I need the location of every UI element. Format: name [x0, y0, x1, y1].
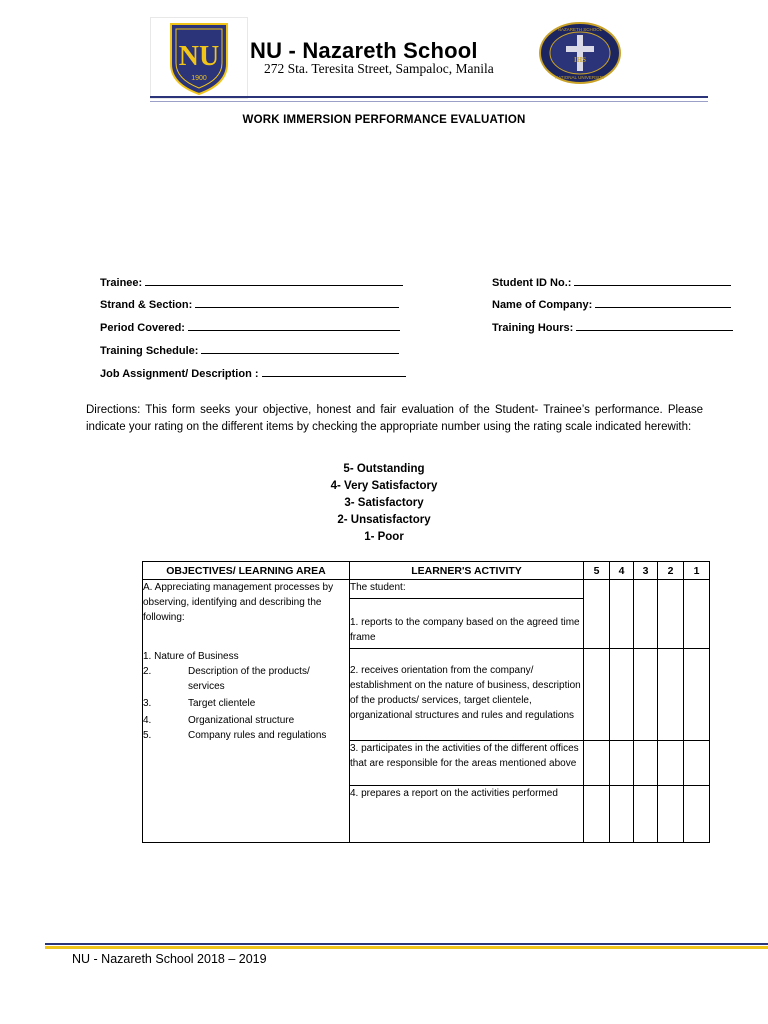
job-assignment-line[interactable]	[262, 366, 406, 377]
student-id-line[interactable]	[574, 275, 731, 286]
training-schedule-label: Training Schedule:	[100, 345, 199, 357]
rating-checkbox[interactable]	[634, 580, 658, 649]
objective-intro: A. Appreciating management processes by observing, identifying and describing the following:	[143, 582, 334, 623]
period-covered-label: Period Covered:	[100, 322, 185, 334]
footer-rule-gold	[45, 946, 768, 949]
rating-header-2: 2	[658, 562, 684, 580]
activity-cell: 2. receives orientation from the company/ establishment on the nature of business, description of the products/ services, target clientele, organizational structures and rules and regulations	[350, 649, 584, 741]
objective-item: 3. Target clientele	[143, 698, 256, 709]
training-schedule-line[interactable]	[201, 343, 399, 354]
trainee-line[interactable]	[145, 275, 403, 286]
seal-center-text: IHS	[573, 56, 587, 64]
form-title: WORK IMMERSION PERFORMANCE EVALUATION	[242, 114, 526, 126]
objective-item: 1. Nature of Business	[143, 651, 239, 662]
rating-header-4: 4	[610, 562, 634, 580]
rating-checkbox[interactable]	[634, 649, 658, 741]
rating-checkbox[interactable]	[584, 741, 610, 786]
strand-section-line[interactable]	[195, 297, 399, 308]
rating-checkbox[interactable]	[658, 580, 684, 649]
activity-cell: 1. reports to the company based on the agreed time frame	[350, 599, 584, 649]
student-id-field[interactable]	[492, 275, 731, 289]
school-name: NU - Nazareth School	[250, 38, 478, 63]
footer-text: NU - Nazareth School 2018 – 2019	[72, 952, 267, 966]
rating-checkbox[interactable]	[658, 786, 684, 843]
table-row	[143, 580, 710, 599]
rating-checkbox[interactable]	[684, 741, 710, 786]
trainee-label: Trainee:	[100, 277, 143, 289]
training-hours-field[interactable]	[492, 320, 733, 334]
activity-header: LEARNER'S ACTIVITY	[350, 562, 584, 580]
rating-checkbox[interactable]	[684, 649, 710, 741]
rating-scale-item: 1- Poor	[364, 531, 404, 543]
rating-checkbox[interactable]	[658, 649, 684, 741]
logo-monogram: NU	[178, 41, 220, 72]
training-hours-line[interactable]	[576, 320, 733, 331]
rating-checkbox[interactable]	[610, 741, 634, 786]
nu-shield-logo	[150, 17, 248, 99]
rating-checkbox[interactable]	[634, 741, 658, 786]
rating-checkbox[interactable]	[684, 786, 710, 843]
training-hours-label: Training Hours:	[492, 322, 574, 334]
rating-checkbox[interactable]	[610, 580, 634, 649]
rating-header-3: 3	[634, 562, 658, 580]
ihs-seal-logo	[538, 22, 622, 84]
company-name-field[interactable]	[492, 297, 731, 311]
seal-bottom-text: NATIONAL UNIVERSITY	[554, 75, 606, 80]
rating-checkbox[interactable]	[684, 580, 710, 649]
activity-cell: 4. prepares a report on the activities performed	[350, 786, 584, 843]
job-assignment-label: Job Assignment/ Description :	[100, 368, 259, 380]
strand-section-field[interactable]	[100, 297, 399, 311]
job-assignment-field[interactable]	[100, 366, 406, 380]
strand-section-label: Strand & Section:	[100, 299, 193, 311]
rating-scale-item: 3- Satisfactory	[344, 497, 424, 509]
rating-scale-list	[0, 461, 768, 546]
school-address: 272 Sta. Teresita Street, Sampaloc, Manila	[264, 61, 494, 76]
objectives-cell	[143, 580, 350, 843]
period-covered-field[interactable]	[100, 320, 400, 334]
objective-item: 4. Organizational structure	[143, 715, 295, 726]
rating-checkbox[interactable]	[584, 786, 610, 843]
student-id-label: Student ID No.:	[492, 277, 572, 289]
footer-rule-navy	[45, 943, 768, 945]
objectives-header: OBJECTIVES/ LEARNING AREA	[143, 562, 350, 580]
period-covered-line[interactable]	[188, 320, 400, 331]
logo-year: 1900	[191, 75, 207, 82]
activity-cell: 3. participates in the activities of the different offices that are responsible for the areas mentioned above	[350, 741, 584, 786]
header-rule	[150, 96, 708, 98]
rating-checkbox[interactable]	[610, 786, 634, 843]
training-schedule-field[interactable]	[100, 343, 399, 357]
table-header-row	[143, 562, 710, 580]
objective-item: 2. Description of the products/ services	[143, 666, 310, 692]
objective-item: 5. Company rules and regulations	[143, 730, 327, 741]
rating-checkbox[interactable]	[610, 649, 634, 741]
rating-scale-item: 4- Very Satisfactory	[330, 480, 438, 492]
activity-intro-cell: The student:	[350, 580, 584, 599]
rating-checkbox[interactable]	[634, 786, 658, 843]
directions-paragraph: Directions: This form seeks your objective, honest and fair evaluation of the Student- Trainee’s performance. Please indicate your rating on the different items by checking the appropriate number using the rating scale indicated herewith:	[86, 404, 703, 433]
rating-checkbox[interactable]	[584, 580, 610, 649]
rating-checkbox[interactable]	[658, 741, 684, 786]
rating-header-5: 5	[584, 562, 610, 580]
company-name-line[interactable]	[595, 297, 731, 308]
rating-checkbox[interactable]	[584, 649, 610, 741]
rating-scale-item: 5- Outstanding	[343, 463, 425, 475]
rating-header-1: 1	[684, 562, 710, 580]
company-name-label: Name of Company:	[492, 299, 593, 311]
trainee-field[interactable]	[100, 275, 403, 289]
evaluation-table	[142, 561, 710, 843]
header-rule-thin	[150, 101, 708, 102]
seal-top-text: NAZARETH SCHOOL	[557, 27, 603, 32]
rating-scale-item: 2- Unsatisfactory	[337, 514, 431, 526]
